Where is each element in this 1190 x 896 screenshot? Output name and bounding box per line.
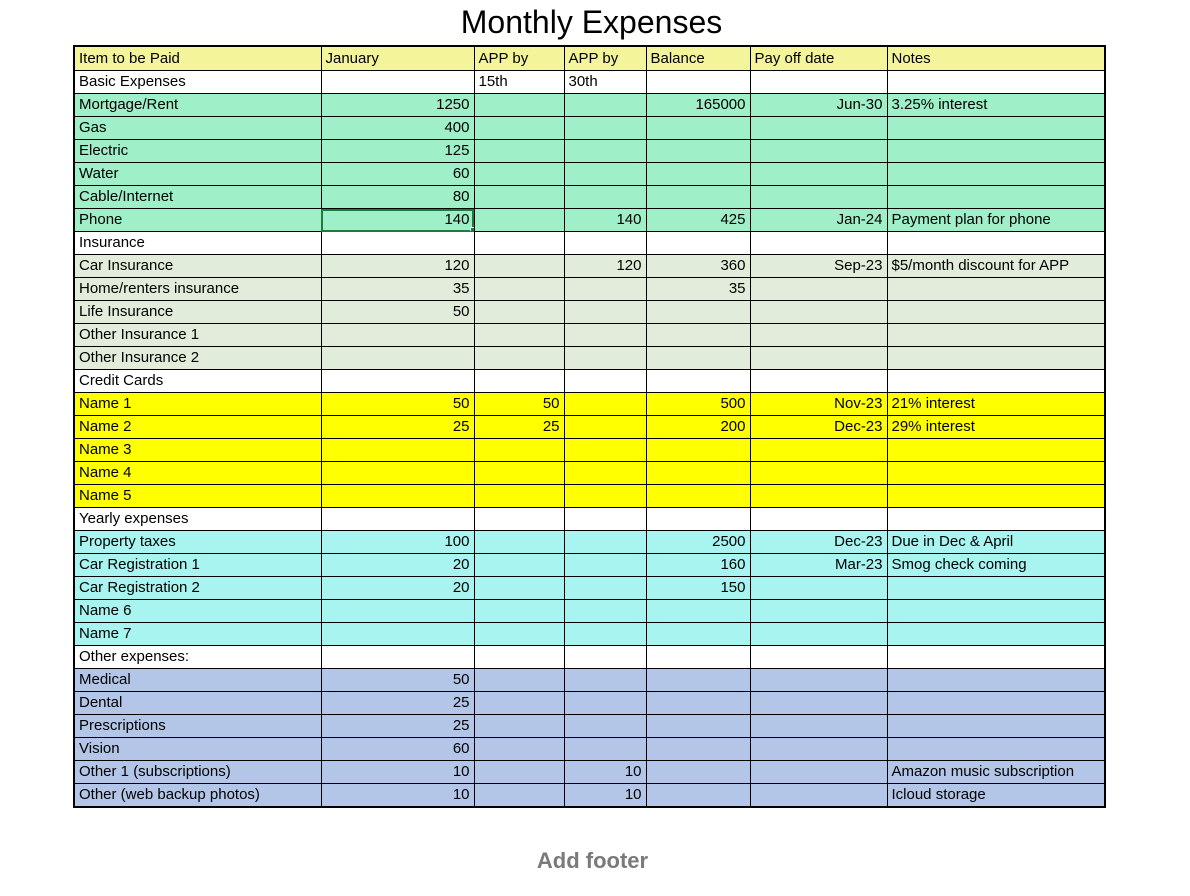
item-cell[interactable]: Phone [74, 209, 321, 232]
january-cell[interactable] [321, 71, 474, 94]
item-cell[interactable]: Property taxes [74, 531, 321, 554]
item-cell[interactable]: Name 1 [74, 393, 321, 416]
notes-cell[interactable] [887, 462, 1105, 485]
notes-cell[interactable] [887, 485, 1105, 508]
notes-cell[interactable] [887, 232, 1105, 255]
app15-cell[interactable] [474, 255, 564, 278]
table-row [74, 117, 1105, 140]
payoff-cell[interactable] [750, 761, 887, 784]
item-cell[interactable]: Electric [74, 140, 321, 163]
table-row [74, 784, 1105, 808]
app30-cell[interactable] [564, 301, 646, 324]
balance-cell[interactable] [646, 761, 750, 784]
payoff-cell[interactable] [750, 439, 887, 462]
january-cell[interactable] [321, 324, 474, 347]
table-row [74, 669, 1105, 692]
app15-cell[interactable] [474, 347, 564, 370]
notes-cell[interactable]: $5/month discount for APP [887, 255, 1105, 278]
january-cell[interactable]: 50 [321, 301, 474, 324]
app30-cell[interactable] [564, 324, 646, 347]
app30-cell[interactable] [564, 623, 646, 646]
app15-cell[interactable] [474, 117, 564, 140]
payoff-cell[interactable] [750, 71, 887, 94]
notes-cell[interactable]: Payment plan for phone [887, 209, 1105, 232]
app30-cell[interactable]: 10 [564, 761, 646, 784]
payoff-cell[interactable] [750, 232, 887, 255]
item-cell[interactable]: Name 6 [74, 600, 321, 623]
notes-cell[interactable] [887, 508, 1105, 531]
payoff-cell[interactable] [750, 508, 887, 531]
payoff-cell[interactable] [750, 462, 887, 485]
january-cell[interactable] [321, 508, 474, 531]
notes-cell[interactable] [887, 370, 1105, 393]
notes-cell[interactable] [887, 715, 1105, 738]
section-row [74, 71, 1105, 94]
table-row [74, 416, 1105, 439]
notes-cell[interactable]: Icloud storage [887, 784, 1105, 808]
table-row [74, 761, 1105, 784]
app30-cell[interactable] [564, 531, 646, 554]
app15-cell[interactable] [474, 692, 564, 715]
balance-cell[interactable]: 150 [646, 577, 750, 600]
section-row [74, 232, 1105, 255]
app30-cell[interactable] [564, 94, 646, 117]
january-cell[interactable]: 50 [321, 669, 474, 692]
january-cell[interactable]: 60 [321, 738, 474, 761]
item-cell[interactable]: Name 5 [74, 485, 321, 508]
notes-cell[interactable] [887, 117, 1105, 140]
app15-cell[interactable] [474, 554, 564, 577]
app30-cell[interactable] [564, 692, 646, 715]
section-row [74, 646, 1105, 669]
balance-cell[interactable] [646, 669, 750, 692]
item-cell[interactable]: Other 1 (subscriptions) [74, 761, 321, 784]
app30-cell[interactable] [564, 485, 646, 508]
app15-cell[interactable] [474, 163, 564, 186]
payoff-cell[interactable] [750, 738, 887, 761]
table-row [74, 278, 1105, 301]
notes-cell[interactable] [887, 669, 1105, 692]
app15-cell[interactable] [474, 761, 564, 784]
item-cell[interactable]: Name 4 [74, 462, 321, 485]
app30-cell[interactable] [564, 508, 646, 531]
app15-cell[interactable] [474, 301, 564, 324]
table-row [74, 738, 1105, 761]
table-row [74, 531, 1105, 554]
notes-cell[interactable] [887, 646, 1105, 669]
balance-cell[interactable]: 200 [646, 416, 750, 439]
table-row [74, 692, 1105, 715]
payoff-cell[interactable]: Jun-30 [750, 94, 887, 117]
january-cell[interactable]: 100 [321, 531, 474, 554]
balance-cell[interactable] [646, 715, 750, 738]
item-cell[interactable]: Credit Cards [74, 370, 321, 393]
payoff-cell[interactable] [750, 163, 887, 186]
january-cell[interactable] [321, 232, 474, 255]
balance-cell[interactable] [646, 186, 750, 209]
payoff-cell[interactable] [750, 577, 887, 600]
app15-cell[interactable] [474, 531, 564, 554]
app15-cell[interactable] [474, 462, 564, 485]
app15-cell[interactable] [474, 669, 564, 692]
item-cell[interactable]: Car Registration 2 [74, 577, 321, 600]
app30-cell[interactable] [564, 554, 646, 577]
balance-cell[interactable]: 35 [646, 278, 750, 301]
item-cell[interactable]: Car Insurance [74, 255, 321, 278]
payoff-cell[interactable] [750, 692, 887, 715]
header-app15[interactable]: APP by [474, 46, 564, 71]
table-row [74, 554, 1105, 577]
app30-cell[interactable]: 140 [564, 209, 646, 232]
item-cell[interactable]: Name 7 [74, 623, 321, 646]
balance-cell[interactable] [646, 347, 750, 370]
app30-cell[interactable] [564, 140, 646, 163]
header-balance[interactable]: Balance [646, 46, 750, 71]
payoff-cell[interactable]: Dec-23 [750, 416, 887, 439]
notes-cell[interactable] [887, 71, 1105, 94]
section-row [74, 508, 1105, 531]
payoff-cell[interactable] [750, 301, 887, 324]
table-row [74, 140, 1105, 163]
january-cell[interactable]: 400 [321, 117, 474, 140]
app15-cell[interactable] [474, 577, 564, 600]
notes-cell[interactable] [887, 577, 1105, 600]
payoff-cell[interactable]: Sep-23 [750, 255, 887, 278]
balance-cell[interactable]: 165000 [646, 94, 750, 117]
app30-cell[interactable]: 120 [564, 255, 646, 278]
item-cell[interactable]: Cable/Internet [74, 186, 321, 209]
notes-cell[interactable]: Due in Dec & April [887, 531, 1105, 554]
balance-cell[interactable] [646, 692, 750, 715]
section-row [74, 370, 1105, 393]
january-cell[interactable]: 125 [321, 140, 474, 163]
payoff-cell[interactable] [750, 186, 887, 209]
item-cell[interactable]: Prescriptions [74, 715, 321, 738]
item-cell[interactable]: Other Insurance 2 [74, 347, 321, 370]
balance-cell[interactable] [646, 784, 750, 808]
table-row [74, 255, 1105, 278]
notes-cell[interactable] [887, 439, 1105, 462]
payoff-cell[interactable] [750, 324, 887, 347]
january-cell[interactable]: 20 [321, 554, 474, 577]
table-row [74, 94, 1105, 117]
balance-cell[interactable] [646, 623, 750, 646]
item-cell[interactable]: Mortgage/Rent [74, 94, 321, 117]
balance-cell[interactable] [646, 140, 750, 163]
header-notes[interactable]: Notes [887, 46, 1105, 71]
app15-cell[interactable] [474, 94, 564, 117]
header-item[interactable]: Item to be Paid [74, 46, 321, 71]
app15-cell[interactable] [474, 485, 564, 508]
balance-cell[interactable] [646, 508, 750, 531]
app30-cell[interactable] [564, 186, 646, 209]
app30-cell[interactable] [564, 439, 646, 462]
january-cell[interactable]: 60 [321, 163, 474, 186]
table-row [74, 715, 1105, 738]
app15-cell[interactable] [474, 186, 564, 209]
payoff-cell[interactable] [750, 485, 887, 508]
balance-cell[interactable] [646, 439, 750, 462]
january-cell[interactable]: 10 [321, 761, 474, 784]
app30-cell[interactable] [564, 600, 646, 623]
notes-cell[interactable]: 21% interest [887, 393, 1105, 416]
january-cell[interactable] [321, 347, 474, 370]
header-app30-sub[interactable]: 30th [564, 71, 646, 94]
payoff-cell[interactable] [750, 669, 887, 692]
january-cell[interactable]: 120 [321, 255, 474, 278]
item-cell[interactable]: Dental [74, 692, 321, 715]
january-cell[interactable]: 25 [321, 416, 474, 439]
balance-cell[interactable] [646, 163, 750, 186]
january-cell[interactable] [321, 623, 474, 646]
payoff-cell[interactable] [750, 117, 887, 140]
payoff-cell[interactable]: Dec-23 [750, 531, 887, 554]
item-cell[interactable]: Gas [74, 117, 321, 140]
notes-cell[interactable]: Amazon music subscription [887, 761, 1105, 784]
table-row [74, 439, 1105, 462]
item-cell[interactable]: Other (web backup photos) [74, 784, 321, 808]
app15-cell[interactable] [474, 738, 564, 761]
january-cell[interactable]: 25 [321, 715, 474, 738]
january-cell[interactable] [321, 462, 474, 485]
notes-cell[interactable] [887, 347, 1105, 370]
january-cell[interactable]: 20 [321, 577, 474, 600]
app15-cell[interactable]: 25 [474, 416, 564, 439]
table-row [74, 301, 1105, 324]
item-cell[interactable]: Yearly expenses [74, 508, 321, 531]
item-cell[interactable]: Other Insurance 1 [74, 324, 321, 347]
expenses-table [73, 45, 1106, 808]
notes-cell[interactable]: 3.25% interest [887, 94, 1105, 117]
balance-cell[interactable] [646, 738, 750, 761]
app15-cell[interactable] [474, 140, 564, 163]
balance-cell[interactable] [646, 232, 750, 255]
balance-cell[interactable] [646, 301, 750, 324]
payoff-cell[interactable] [750, 370, 887, 393]
payoff-cell[interactable]: Mar-23 [750, 554, 887, 577]
notes-cell[interactable] [887, 163, 1105, 186]
item-cell[interactable]: Home/renters insurance [74, 278, 321, 301]
notes-cell[interactable] [887, 301, 1105, 324]
app15-cell[interactable] [474, 784, 564, 808]
page-title: Monthly Expenses [460, 4, 723, 40]
item-cell[interactable]: Other expenses: [74, 646, 321, 669]
app15-cell[interactable] [474, 324, 564, 347]
payoff-cell[interactable] [750, 347, 887, 370]
header-app30[interactable]: APP by [564, 46, 646, 71]
app15-cell[interactable] [474, 278, 564, 301]
balance-cell[interactable] [646, 462, 750, 485]
notes-cell[interactable]: Smog check coming [887, 554, 1105, 577]
balance-cell[interactable] [646, 324, 750, 347]
january-cell[interactable] [321, 370, 474, 393]
balance-cell[interactable]: 500 [646, 393, 750, 416]
item-cell[interactable]: Life Insurance [74, 301, 321, 324]
app15-cell[interactable] [474, 439, 564, 462]
table-row [74, 462, 1105, 485]
notes-cell[interactable] [887, 738, 1105, 761]
balance-cell[interactable]: 160 [646, 554, 750, 577]
header-app15-sub[interactable]: 15th [474, 71, 564, 94]
january-cell[interactable] [321, 600, 474, 623]
app30-cell[interactable] [564, 232, 646, 255]
january-cell[interactable]: 25 [321, 692, 474, 715]
app30-cell[interactable] [564, 577, 646, 600]
january-cell[interactable]: 10 [321, 784, 474, 808]
balance-cell[interactable] [646, 117, 750, 140]
header-row [74, 46, 1105, 71]
app15-cell[interactable] [474, 600, 564, 623]
balance-cell[interactable]: 2500 [646, 531, 750, 554]
balance-cell[interactable] [646, 600, 750, 623]
payoff-cell[interactable] [750, 623, 887, 646]
table-row [74, 324, 1105, 347]
january-cell[interactable] [321, 646, 474, 669]
app30-cell[interactable] [564, 669, 646, 692]
app15-cell[interactable] [474, 715, 564, 738]
notes-cell[interactable] [887, 278, 1105, 301]
app30-cell[interactable] [564, 393, 646, 416]
table-row [74, 623, 1105, 646]
selected-cell[interactable]: 140 [321, 209, 474, 232]
january-cell[interactable]: 50 [321, 393, 474, 416]
item-cell[interactable]: Name 3 [74, 439, 321, 462]
fill-handle[interactable] [470, 227, 475, 232]
payoff-cell[interactable]: Jan-24 [750, 209, 887, 232]
balance-cell[interactable]: 360 [646, 255, 750, 278]
payoff-cell[interactable] [750, 278, 887, 301]
balance-cell[interactable]: 425 [646, 209, 750, 232]
add-footer-button[interactable]: Add footer [536, 848, 649, 873]
table-row [74, 209, 1105, 232]
notes-cell[interactable] [887, 186, 1105, 209]
notes-cell[interactable] [887, 623, 1105, 646]
app15-cell[interactable] [474, 370, 564, 393]
app30-cell[interactable] [564, 163, 646, 186]
table-row [74, 393, 1105, 416]
app30-cell[interactable] [564, 738, 646, 761]
app30-cell[interactable] [564, 347, 646, 370]
app30-cell[interactable] [564, 117, 646, 140]
balance-cell[interactable] [646, 646, 750, 669]
item-cell[interactable]: Basic Expenses [74, 71, 321, 94]
item-cell[interactable]: Insurance [74, 232, 321, 255]
app30-cell[interactable] [564, 416, 646, 439]
payoff-cell[interactable] [750, 140, 887, 163]
notes-cell[interactable] [887, 692, 1105, 715]
app15-cell[interactable] [474, 646, 564, 669]
app30-cell[interactable] [564, 278, 646, 301]
balance-cell[interactable] [646, 370, 750, 393]
table-row [74, 485, 1105, 508]
app30-cell[interactable] [564, 715, 646, 738]
item-cell[interactable]: Name 2 [74, 416, 321, 439]
app15-cell[interactable] [474, 232, 564, 255]
payoff-cell[interactable] [750, 715, 887, 738]
payoff-cell[interactable] [750, 784, 887, 808]
header-payoff[interactable]: Pay off date [750, 46, 887, 71]
table-row [74, 600, 1105, 623]
item-cell[interactable]: Car Registration 1 [74, 554, 321, 577]
january-cell[interactable]: 1250 [321, 94, 474, 117]
balance-cell[interactable] [646, 71, 750, 94]
item-cell[interactable]: Water [74, 163, 321, 186]
balance-cell[interactable] [646, 485, 750, 508]
payoff-cell[interactable]: Nov-23 [750, 393, 887, 416]
app15-cell[interactable] [474, 623, 564, 646]
january-cell[interactable]: 80 [321, 186, 474, 209]
app15-cell[interactable] [474, 508, 564, 531]
notes-cell[interactable] [887, 600, 1105, 623]
app30-cell[interactable] [564, 462, 646, 485]
january-cell[interactable]: 35 [321, 278, 474, 301]
item-cell[interactable]: Vision [74, 738, 321, 761]
payoff-cell[interactable] [750, 600, 887, 623]
notes-cell[interactable] [887, 140, 1105, 163]
january-cell[interactable] [321, 439, 474, 462]
notes-cell[interactable] [887, 324, 1105, 347]
notes-cell[interactable]: 29% interest [887, 416, 1105, 439]
app30-cell[interactable]: 10 [564, 784, 646, 808]
table-row [74, 163, 1105, 186]
table-row [74, 347, 1105, 370]
app30-cell[interactable] [564, 370, 646, 393]
header-january[interactable]: January [321, 46, 474, 71]
table-row [74, 186, 1105, 209]
app15-cell[interactable]: 50 [474, 393, 564, 416]
payoff-cell[interactable] [750, 646, 887, 669]
app15-cell[interactable] [474, 209, 564, 232]
item-cell[interactable]: Medical [74, 669, 321, 692]
january-cell[interactable] [321, 485, 474, 508]
table-row [74, 577, 1105, 600]
app30-cell[interactable] [564, 646, 646, 669]
